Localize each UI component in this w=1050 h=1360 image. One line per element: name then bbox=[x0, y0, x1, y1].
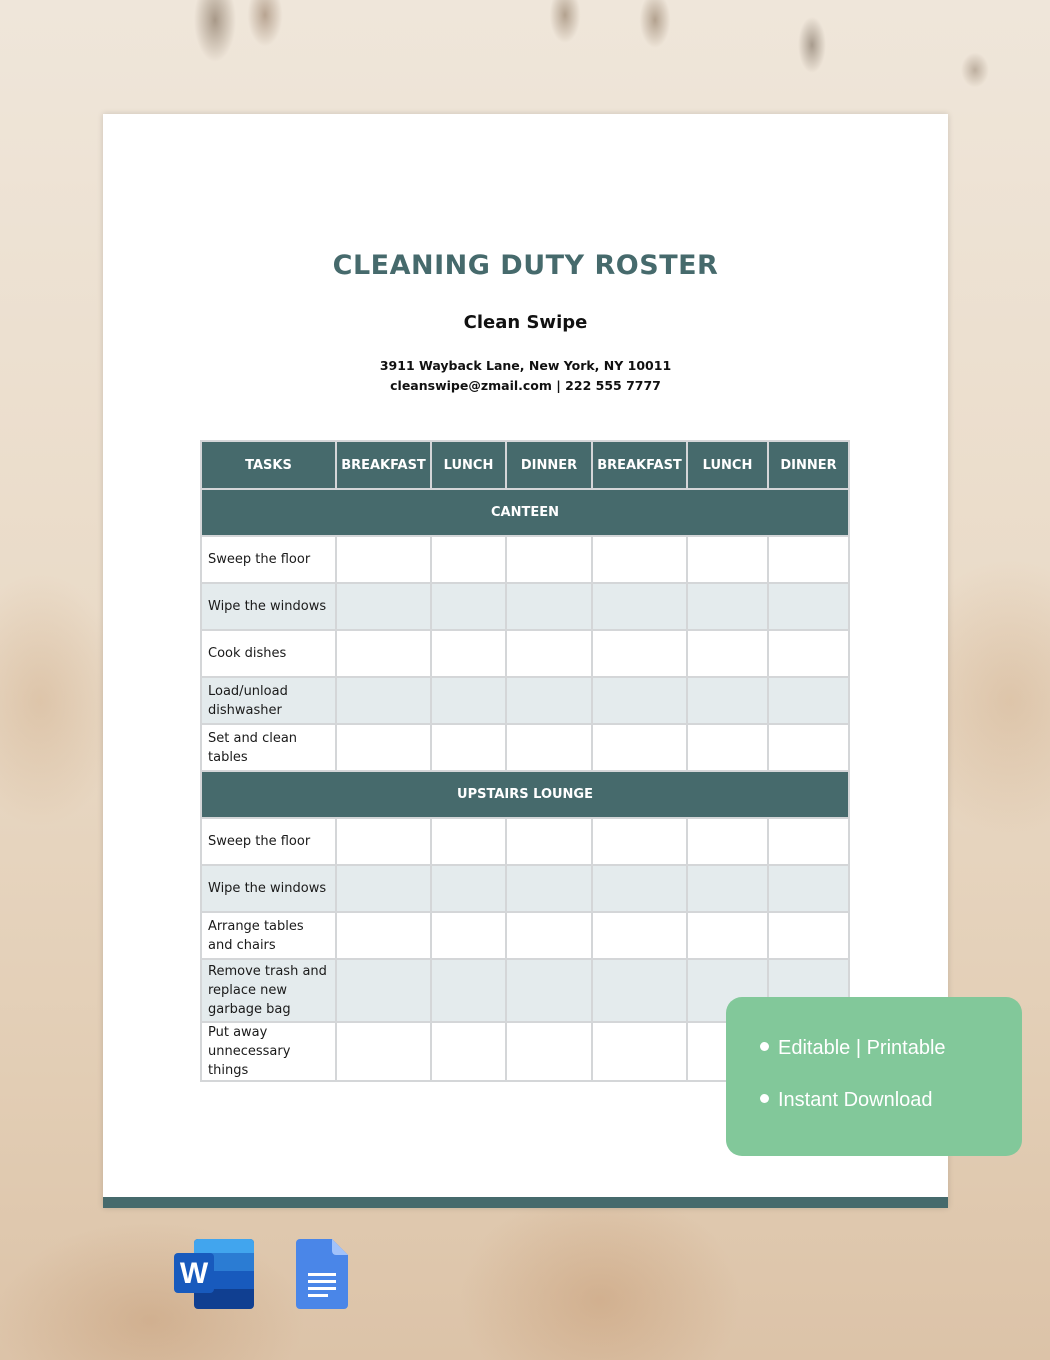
table-row bbox=[201, 630, 849, 677]
schedule-cell[interactable] bbox=[336, 959, 431, 1022]
task-label: Cook dishes bbox=[201, 630, 336, 677]
section-title: CANTEEN bbox=[201, 489, 849, 536]
schedule-cell[interactable] bbox=[592, 1022, 687, 1081]
section-title: UPSTAIRS LOUNGE bbox=[201, 771, 849, 818]
schedule-cell[interactable] bbox=[431, 536, 506, 583]
task-label: Put away unnecessary things bbox=[201, 1022, 336, 1081]
table-row bbox=[201, 677, 849, 724]
company-name: Clean Swipe bbox=[463, 312, 588, 333]
schedule-cell[interactable] bbox=[687, 865, 768, 912]
schedule-cell[interactable] bbox=[431, 959, 506, 1022]
bullet-icon bbox=[760, 1094, 769, 1103]
schedule-cell[interactable] bbox=[687, 724, 768, 771]
table-header-row bbox=[201, 441, 849, 489]
schedule-cell[interactable] bbox=[592, 865, 687, 912]
schedule-cell[interactable] bbox=[336, 912, 431, 959]
schedule-cell[interactable] bbox=[431, 912, 506, 959]
schedule-cell[interactable] bbox=[336, 583, 431, 630]
header-dinner-2: DINNER bbox=[768, 441, 849, 489]
header-lunch-1: LUNCH bbox=[431, 441, 506, 489]
schedule-cell[interactable] bbox=[431, 865, 506, 912]
schedule-cell[interactable] bbox=[431, 677, 506, 724]
header-lunch-2: LUNCH bbox=[687, 441, 768, 489]
schedule-cell[interactable] bbox=[336, 724, 431, 771]
microsoft-word-icon bbox=[174, 1239, 254, 1309]
table-row bbox=[201, 583, 849, 630]
table-row bbox=[201, 818, 849, 865]
schedule-cell[interactable] bbox=[506, 1022, 592, 1081]
schedule-cell[interactable] bbox=[768, 677, 849, 724]
header-dinner-1: DINNER bbox=[506, 441, 592, 489]
schedule-cell[interactable] bbox=[431, 724, 506, 771]
header-breakfast-2: BREAKFAST bbox=[592, 441, 687, 489]
schedule-cell[interactable] bbox=[592, 818, 687, 865]
task-label: Arrange tables and chairs bbox=[201, 912, 336, 959]
schedule-cell[interactable] bbox=[592, 630, 687, 677]
section-row-upstairs-lounge bbox=[201, 771, 849, 818]
schedule-cell[interactable] bbox=[592, 724, 687, 771]
schedule-cell[interactable] bbox=[592, 912, 687, 959]
schedule-cell[interactable] bbox=[431, 1022, 506, 1081]
schedule-cell[interactable] bbox=[687, 818, 768, 865]
task-label: Sweep the floor bbox=[201, 536, 336, 583]
schedule-cell[interactable] bbox=[336, 630, 431, 677]
schedule-cell[interactable] bbox=[592, 536, 687, 583]
schedule-cell[interactable] bbox=[336, 536, 431, 583]
schedule-cell[interactable] bbox=[336, 818, 431, 865]
schedule-cell[interactable] bbox=[768, 724, 849, 771]
header-breakfast-1: BREAKFAST bbox=[336, 441, 431, 489]
schedule-cell[interactable] bbox=[506, 912, 592, 959]
task-label: Load/unload dishwasher bbox=[201, 677, 336, 724]
feature-label: Instant Download bbox=[778, 1089, 933, 1111]
schedule-cell[interactable] bbox=[592, 959, 687, 1022]
document-title: CLEANING DUTY ROSTER bbox=[332, 250, 719, 281]
schedule-cell[interactable] bbox=[506, 865, 592, 912]
duty-roster-table bbox=[200, 440, 850, 1082]
schedule-cell[interactable] bbox=[768, 912, 849, 959]
schedule-cell[interactable] bbox=[768, 865, 849, 912]
schedule-cell[interactable] bbox=[506, 536, 592, 583]
google-docs-icon bbox=[296, 1239, 348, 1309]
schedule-cell[interactable] bbox=[506, 677, 592, 724]
page-footer-bar bbox=[103, 1197, 948, 1208]
schedule-cell[interactable] bbox=[768, 536, 849, 583]
schedule-cell[interactable] bbox=[431, 630, 506, 677]
table-row bbox=[201, 865, 849, 912]
schedule-cell[interactable] bbox=[768, 583, 849, 630]
feature-label: Editable | Printable bbox=[778, 1037, 946, 1059]
schedule-cell[interactable] bbox=[336, 1022, 431, 1081]
svg-text:W: W bbox=[179, 1257, 209, 1290]
header-tasks: TASKS bbox=[201, 441, 336, 489]
schedule-cell[interactable] bbox=[592, 677, 687, 724]
section-row-canteen bbox=[201, 489, 849, 536]
schedule-cell[interactable] bbox=[768, 630, 849, 677]
schedule-cell[interactable] bbox=[687, 677, 768, 724]
task-label: Set and clean tables bbox=[201, 724, 336, 771]
bullet-icon bbox=[760, 1042, 769, 1051]
table-row bbox=[201, 724, 849, 771]
schedule-cell[interactable] bbox=[687, 630, 768, 677]
schedule-cell[interactable] bbox=[506, 959, 592, 1022]
features-badge bbox=[726, 997, 1022, 1156]
schedule-cell[interactable] bbox=[431, 818, 506, 865]
schedule-cell[interactable] bbox=[336, 677, 431, 724]
feature-item bbox=[760, 1089, 933, 1112]
schedule-cell[interactable] bbox=[336, 865, 431, 912]
schedule-cell[interactable] bbox=[768, 818, 849, 865]
task-label: Remove trash and replace new garbage bag bbox=[201, 959, 336, 1022]
schedule-cell[interactable] bbox=[687, 912, 768, 959]
schedule-cell[interactable] bbox=[506, 630, 592, 677]
schedule-cell[interactable] bbox=[592, 583, 687, 630]
company-address: 3911 Wayback Lane, New York, NY 10011 bbox=[379, 358, 672, 373]
schedule-cell[interactable] bbox=[506, 583, 592, 630]
task-label: Wipe the windows bbox=[201, 865, 336, 912]
feature-item bbox=[760, 1037, 946, 1060]
schedule-cell[interactable] bbox=[687, 536, 768, 583]
schedule-cell[interactable] bbox=[506, 724, 592, 771]
table-row bbox=[201, 536, 849, 583]
task-label: Wipe the windows bbox=[201, 583, 336, 630]
schedule-cell[interactable] bbox=[431, 583, 506, 630]
company-contact: cleanswipe@zmail.com | 222 555 7777 bbox=[390, 378, 661, 393]
task-label: Sweep the floor bbox=[201, 818, 336, 865]
schedule-cell[interactable] bbox=[506, 818, 592, 865]
table-row bbox=[201, 912, 849, 959]
schedule-cell[interactable] bbox=[687, 583, 768, 630]
